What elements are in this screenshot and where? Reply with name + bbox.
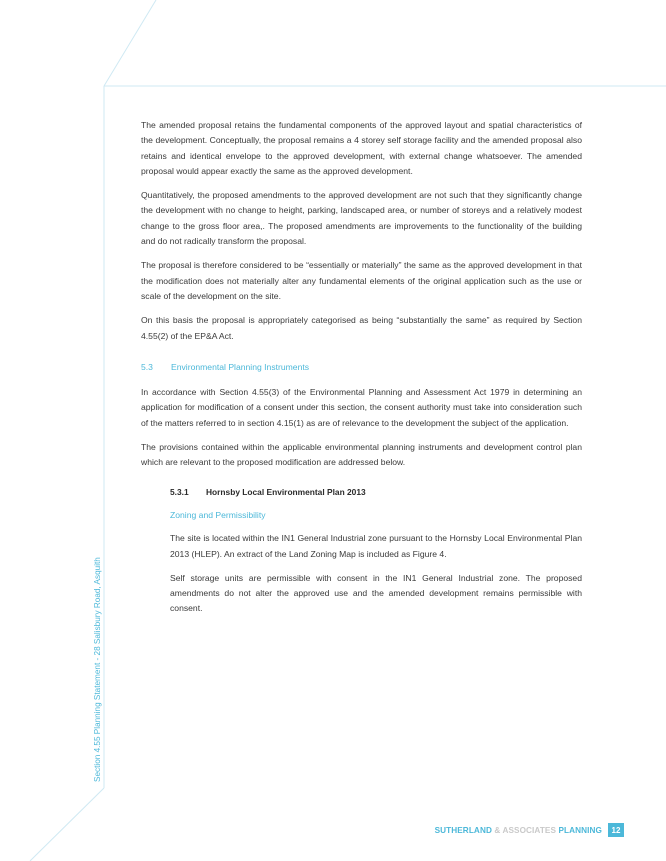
paragraph: In accordance with Section 4.55(3) of the Environmental Planning and Assessment Act 1979 in determining an application for modification of a consent under this section, the consent authority must take into consideration such of the matters referred to in section 4.15(1) as are of relevance to the development the subject of the application. (141, 387, 582, 428)
frame-top-diagonal (104, 0, 156, 86)
brand-name-sutherland: SUTHERLAND (434, 825, 492, 835)
paragraph: The site is located within the IN1 General Industrial zone pursuant to the Hornsby Local Environmental Plan 2013 (HLEP). An extract of the Land Zoning Map is included as Figure 4. (170, 533, 582, 559)
brand-logo-text (435, 826, 602, 835)
paragraph: The amended proposal retains the fundamental components of the approved layout and spatial characteristics of the development. Conceptually, the proposal remains a 4 storey self storage facility and the amended proposal also retains and identical envelope to the approved development, with external change whatsoever. The amended proposal would appear exactly the same as the approved development. (141, 120, 582, 176)
paragraph: The proposal is therefore considered to be “essentially or materially” the same as the approved development in that the modification does not materially alter any fundamental elements of the original application such as the use or scale of the development on the site. (141, 260, 582, 301)
side-running-title: Section 4.55 Planning Statement - 28 Salisbury Road, Asquith (93, 557, 102, 782)
subsection-block (141, 485, 582, 617)
subsection-title: Hornsby Local Environmental Plan 2013 (206, 486, 366, 497)
paragraph: The provisions contained within the applicable environmental planning instruments and development control plan which are relevant to the proposed modification are addressed below. (141, 442, 582, 468)
section-title: Environmental Planning Instruments (171, 361, 310, 372)
subsection-heading (170, 485, 582, 500)
brand-name-associates: ASSOCIATES (502, 825, 557, 835)
section-number: 5.3 (141, 361, 153, 372)
section-heading (141, 360, 582, 375)
body-content (141, 118, 582, 626)
page-footer (435, 823, 624, 837)
frame-bottom-diagonal (30, 788, 104, 861)
subsection-number: 5.3.1 (170, 486, 189, 497)
paragraph: Quantitatively, the proposed amendments to the approved development are not such that they significantly change the development with no change to height, parking, landscaped area, or number of storeys and a relatively modest change to the gross floor area,. The proposed amendments are improvements to the functionality of the building and do not radically transform the proposal. (141, 190, 582, 247)
brand-name-planning: PLANNING (558, 825, 602, 835)
topic-heading: Zoning and Permissibility (170, 509, 266, 520)
paragraph: On this basis the proposal is appropriately categorised as being “substantially the same” as required by Section 4.55(2) of the EP&A Act. (141, 315, 582, 341)
brand-ampersand: & (494, 825, 501, 835)
paragraph: Self storage units are permissible with consent in the IN1 General Industrial zone. The proposed amendments do not alter the approved use and the amended development remains permissible with consent. (170, 572, 582, 614)
page-number-badge: 12 (608, 823, 624, 837)
